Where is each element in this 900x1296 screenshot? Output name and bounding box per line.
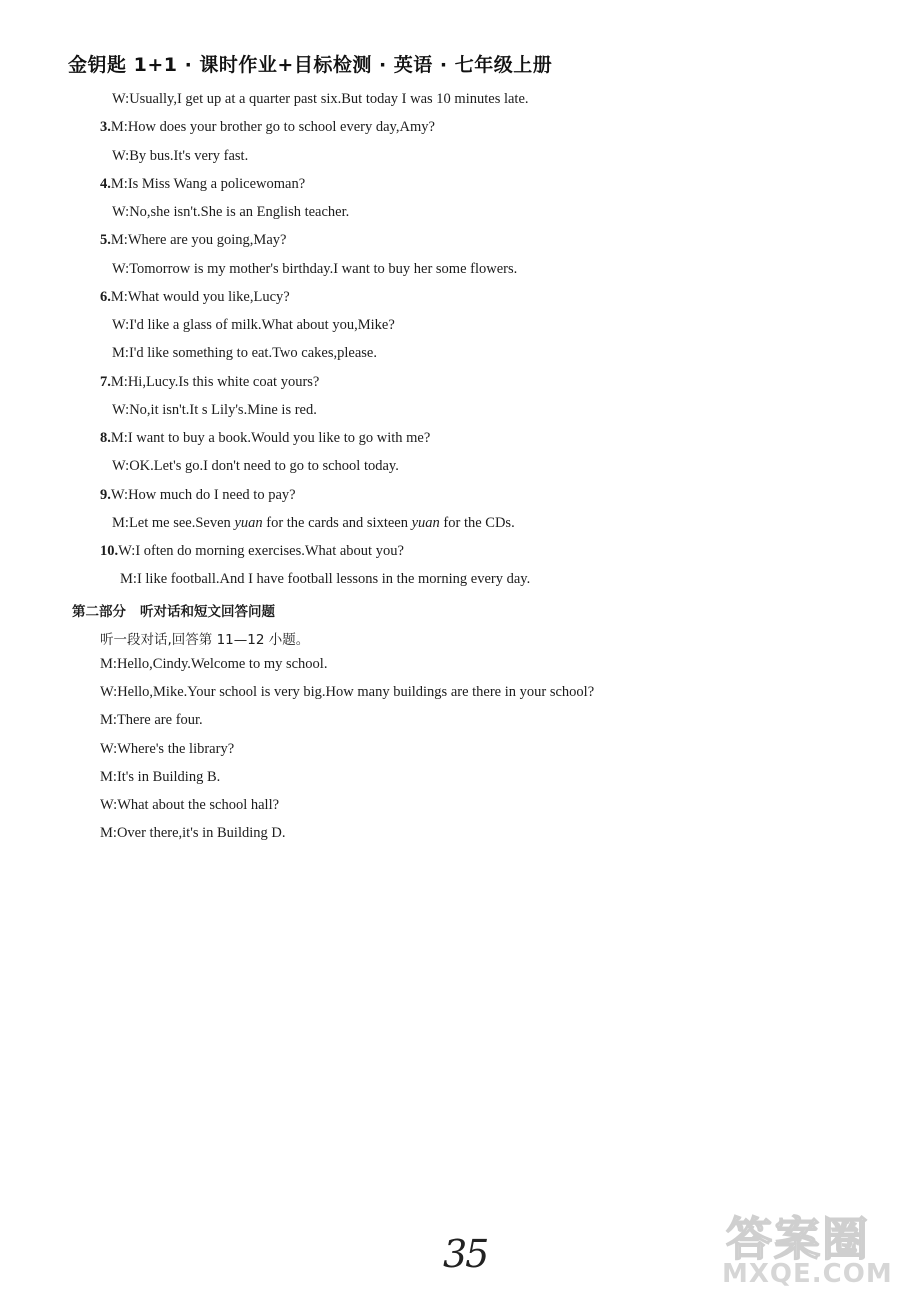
dialogue-line: W:Hello,Mike.Your school is very big.How many buildings are there in your school? bbox=[100, 684, 595, 700]
dialogue-line: W:Tomorrow is my mother's birthday.I want to buy her some flowers. bbox=[112, 261, 518, 277]
dialogue-text: Where are you going,May? bbox=[127, 232, 287, 248]
speaker-label: W bbox=[112, 317, 126, 333]
speaker-label: W bbox=[112, 91, 126, 107]
dialogue-text: I want to buy a book.Would you like to go with me? bbox=[127, 430, 431, 446]
dialogue-line: W:No,she isn't.She is an English teacher. bbox=[112, 204, 350, 220]
dialogue-text: By bus.It's very fast. bbox=[129, 148, 249, 164]
dialogue-text: Hi,Lucy.Is this white coat yours? bbox=[127, 374, 320, 390]
dialogue-line: 5.M:Where are you going,May? bbox=[100, 232, 287, 248]
dialogue-line: 8.M:I want to buy a book.Would you like to go with me? bbox=[100, 430, 431, 446]
speaker-label: W bbox=[112, 204, 126, 220]
speaker-label: W bbox=[100, 741, 114, 757]
speaker-label: W bbox=[112, 261, 126, 277]
dialogue-line: M:I'd like something to eat.Two cakes,please. bbox=[112, 345, 377, 361]
question-number: 3. bbox=[100, 119, 111, 135]
dialogue-line: M:Over there,it's in Building D. bbox=[100, 825, 286, 841]
dialogue-text: How much do I need to pay? bbox=[128, 487, 296, 503]
speaker-label: M bbox=[110, 430, 124, 446]
speaker-label: W bbox=[118, 543, 132, 559]
speaker-label: M bbox=[120, 571, 133, 587]
speaker-label: M bbox=[100, 656, 113, 672]
dialogue-line: M:I like football.And I have football lessons in the morning every day. bbox=[120, 571, 531, 587]
speaker-label: W bbox=[112, 458, 126, 474]
question-number: 5. bbox=[100, 232, 111, 248]
dialogue-text: Hello,Cindy.Welcome to my school. bbox=[116, 656, 328, 672]
dialogue-line: W:What about the school hall? bbox=[100, 797, 280, 813]
dialogue-text: Let me see.Seven yuan for the cards and sixteen yuan for the CDs. bbox=[128, 515, 515, 531]
speaker-label: M bbox=[112, 515, 125, 531]
dialogue-text: I often do morning exercises.What about you? bbox=[135, 543, 404, 559]
dialogue-text: Usually,I get up at a quarter past six.But today I was 10 minutes late. bbox=[129, 91, 529, 107]
dialogue-line: 6.M:What would you like,Lucy? bbox=[100, 289, 290, 305]
dialogue-text: There are four. bbox=[116, 712, 203, 728]
speaker-label: W bbox=[100, 684, 114, 700]
dialogue-line: M:Hello,Cindy.Welcome to my school. bbox=[100, 656, 328, 672]
dialogue-text: I'd like a glass of milk.What about you,Mike? bbox=[129, 317, 395, 333]
question-number: 10. bbox=[100, 543, 119, 559]
dialogue-line: 3.M:How does your brother go to school every day,Amy? bbox=[100, 119, 435, 135]
dialogue-text: Over there,it's in Building D. bbox=[116, 825, 286, 841]
speaker-label: M bbox=[100, 825, 113, 841]
speaker-label: W bbox=[112, 402, 126, 418]
dialogue-text: Is Miss Wang a policewoman? bbox=[127, 176, 306, 192]
speaker-label: M bbox=[110, 119, 124, 135]
dialogue-line: W:OK.Let's go.I don't need to go to school today. bbox=[112, 458, 399, 474]
speaker-label: W bbox=[112, 148, 126, 164]
site-watermark bbox=[722, 1203, 893, 1289]
dialogue-text: How does your brother go to school every day,Amy? bbox=[127, 119, 435, 135]
page-header: 金钥匙 1+1 · 课时作业+目标检测 · 英语 · 七年级上册 bbox=[68, 54, 553, 76]
speaker-label: M bbox=[110, 176, 124, 192]
handwritten-page-number: 35 bbox=[443, 1232, 488, 1276]
dialogue-line: W:I'd like a glass of milk.What about you,Mike? bbox=[112, 317, 395, 333]
currency-word: yuan bbox=[234, 515, 263, 531]
dialogue-line: 4.M:Is Miss Wang a policewoman? bbox=[100, 176, 306, 192]
dialogue-text: What about the school hall? bbox=[117, 797, 280, 813]
speaker-label: W bbox=[110, 487, 125, 503]
dialogue-line: M:Let me see.Seven yuan for the cards and sixteen yuan for the CDs. bbox=[112, 515, 515, 531]
speaker-label: M bbox=[110, 232, 124, 248]
dialogue-text: No,she isn't.She is an English teacher. bbox=[129, 204, 350, 220]
dialogue-line: 10.W:I often do morning exercises.What about you? bbox=[100, 543, 404, 559]
section-title: 听对话和短文回答问题 bbox=[140, 604, 275, 620]
dialogue-line: W:By bus.It's very fast. bbox=[112, 148, 249, 164]
dialogue-text: I'd like something to eat.Two cakes,please. bbox=[128, 345, 377, 361]
dialogue-text: What would you like,Lucy? bbox=[127, 289, 290, 305]
currency-word: yuan bbox=[411, 515, 440, 531]
question-number: 7. bbox=[100, 374, 111, 390]
speaker-label: M bbox=[100, 712, 113, 728]
dialogue-line: M:There are four. bbox=[100, 712, 203, 728]
dialogue-text: No,it isn't.It s Lily's.Mine is red. bbox=[129, 402, 317, 418]
dialogue-line: W:Where's the library? bbox=[100, 741, 235, 757]
question-number: 4. bbox=[100, 176, 111, 192]
instruction-text: 听一段对话,回答第 11—12 小题。 bbox=[100, 632, 310, 648]
question-number: 6. bbox=[100, 289, 111, 305]
dialogue-text: It's in Building B. bbox=[116, 769, 221, 785]
dialogue-line: W:No,it isn't.It s Lily's.Mine is red. bbox=[112, 402, 317, 418]
speaker-label: W bbox=[100, 797, 114, 813]
dialogue-line: M:It's in Building B. bbox=[100, 769, 221, 785]
dialogue-text: Where's the library? bbox=[117, 741, 235, 757]
dialogue-text: I like football.And I have football lessons in the morning every day. bbox=[136, 571, 531, 587]
watermark-url: MXQE.COM bbox=[722, 1259, 893, 1289]
dialogue-text: Hello,Mike.Your school is very big.How many buildings are there in your school? bbox=[117, 684, 595, 700]
dialogue-line: 7.M:Hi,Lucy.Is this white coat yours? bbox=[100, 374, 320, 390]
speaker-label: M bbox=[112, 345, 125, 361]
question-number: 8. bbox=[100, 430, 111, 446]
section-label: 第二部分 bbox=[72, 604, 126, 620]
question-number: 9. bbox=[100, 487, 111, 503]
section-heading bbox=[72, 600, 275, 620]
speaker-label: M bbox=[110, 289, 124, 305]
dialogue-text: OK.Let's go.I don't need to go to school today. bbox=[129, 458, 399, 474]
dialogue-line: 9.W:How much do I need to pay? bbox=[100, 487, 296, 503]
watermark-logo-text: 答案圈 bbox=[726, 1212, 870, 1266]
dialogue-text: Tomorrow is my mother's birthday.I want to buy her some flowers. bbox=[129, 261, 518, 277]
dialogue-line: W:Usually,I get up at a quarter past six.But today I was 10 minutes late. bbox=[112, 91, 529, 107]
speaker-label: M bbox=[110, 374, 124, 390]
speaker-label: M bbox=[100, 769, 113, 785]
